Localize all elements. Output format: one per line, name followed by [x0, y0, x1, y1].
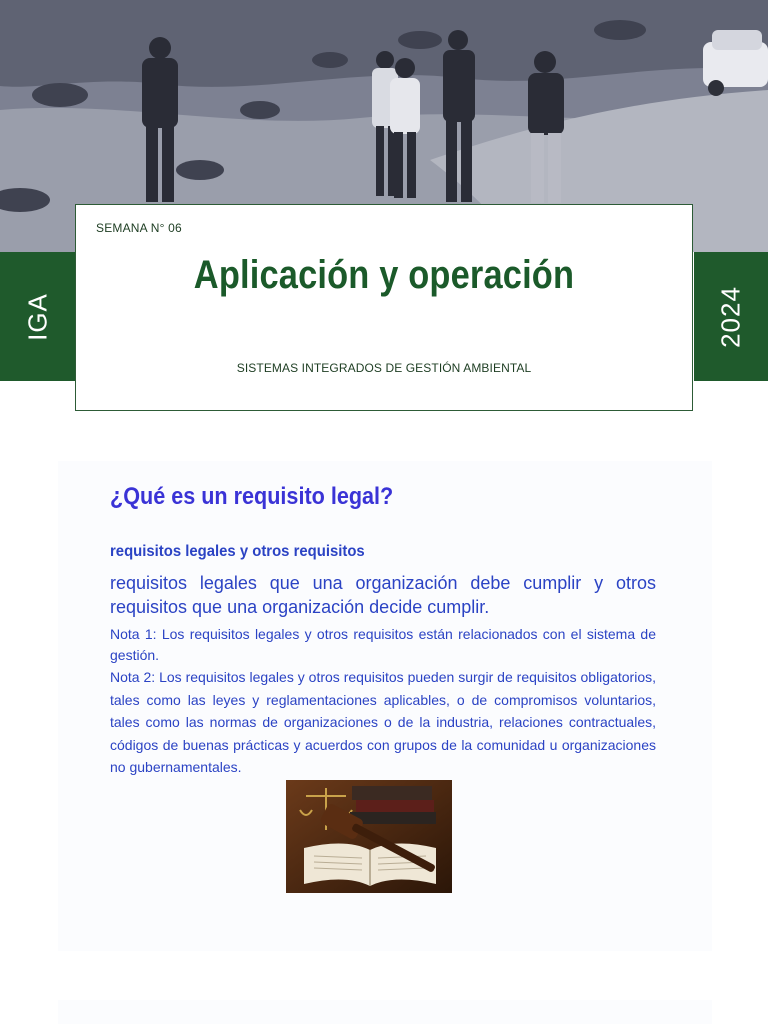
- page-title: Aplicación y operación: [193, 253, 575, 297]
- gavel-books-image: [286, 780, 452, 893]
- slide-question-heading: ¿Qué es un requisito legal?: [110, 483, 394, 510]
- note-2-text: Nota 2: Los requisitos legales y otros requisitos pueden surgir de requisitos obligatorios, tales como las leyes y reglamentaciones aplicables, o de compromisos voluntarios, tales como las normas de organizaciones o de la industria, relaciones contractuales, códigos de buenas prácticas y acuerdos con grupos de la comunidad u organizaciones no gubernamentales.: [110, 669, 656, 775]
- slide-subheading: requisitos legales y otros requisitos: [110, 543, 365, 560]
- year-label: 2024: [715, 285, 746, 348]
- week-label: SEMANA N° 06: [96, 221, 182, 235]
- next-slide-edge: [58, 1000, 712, 1024]
- definition-text: requisitos legales que una organización debe cumplir y otros requisitos que una organización decide cumplir.: [110, 573, 656, 617]
- right-side-band: [694, 252, 768, 381]
- title-card: [75, 204, 693, 411]
- gavel-icon: [286, 780, 452, 893]
- left-side-band: [0, 252, 75, 381]
- course-code-label: IGA: [22, 292, 52, 341]
- course-subtitle: SISTEMAS INTEGRADOS DE GESTIÓN AMBIENTAL: [236, 361, 532, 375]
- note-1-text: Nota 1: Los requisitos legales y otros requisitos están relacionados con el sistema de gestión.: [110, 626, 656, 663]
